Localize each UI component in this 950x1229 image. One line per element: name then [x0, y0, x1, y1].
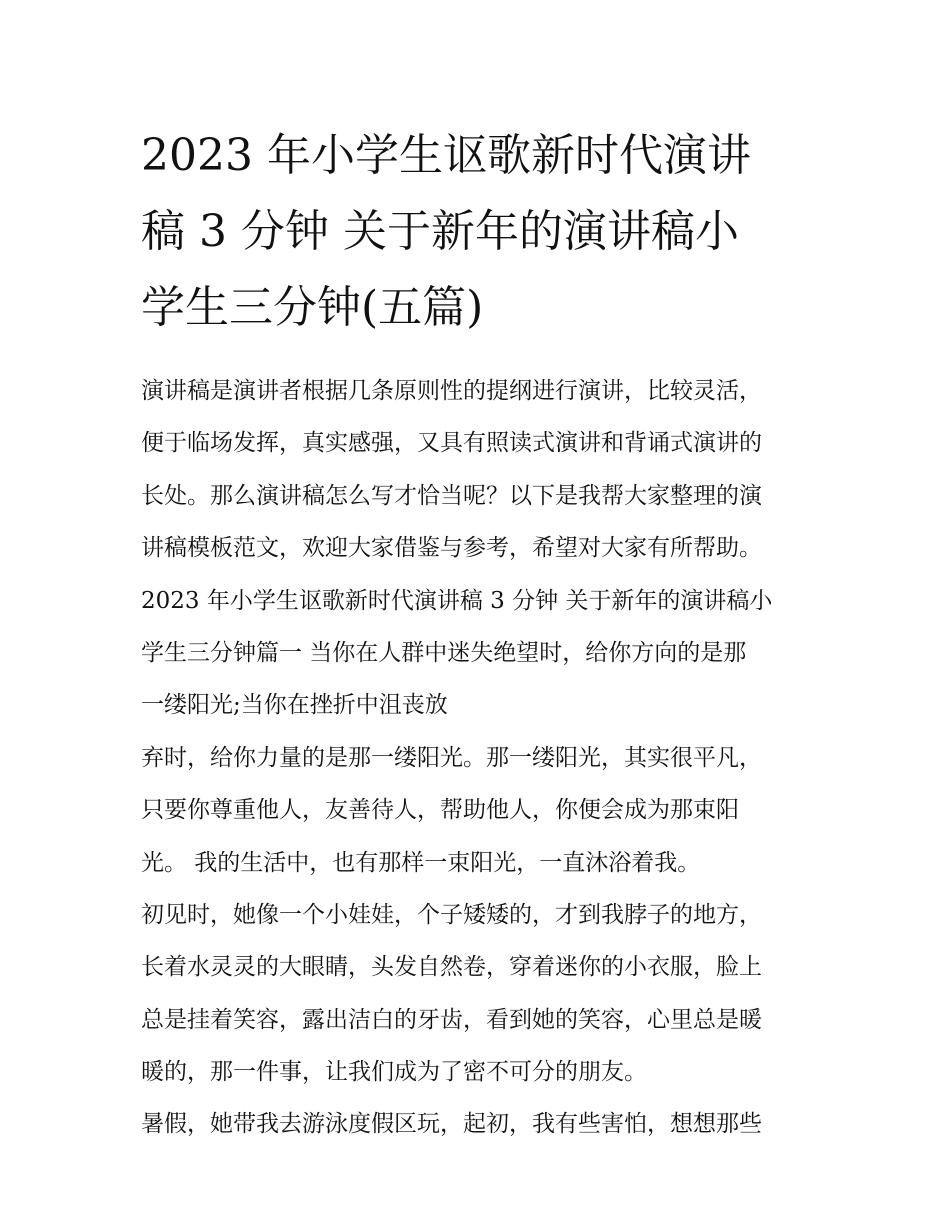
- body-line: 暑假，她带我去游泳度假区玩，起初，我有些害怕，想想那些: [141, 1111, 762, 1138]
- body-line: 只要你尊重他人，友善待人，帮助他人，你便会成为那束阳: [141, 797, 739, 824]
- body-line: 讲稿模板范文，欢迎大家借鉴与参考，希望对大家有所帮助。: [141, 535, 762, 562]
- title-line: 学生三分钟(五篇): [141, 282, 484, 333]
- title-line: 2023 年小学生讴歌新时代演讲: [141, 130, 751, 181]
- body-line: 弃时，给你力量的是那一缕阳光。那一缕阳光，其实很平凡，: [141, 744, 762, 771]
- body-line: 初见时，她像一个小娃娃，个子矮矮的，才到我脖子的地方，: [141, 901, 762, 928]
- body-line: 光。 我的生活中，也有那样一束阳光，一直沐浴着我。: [141, 849, 701, 876]
- body-line: 长着水灵灵的大眼睛，头发自然卷，穿着迷你的小衣服，脸上: [141, 954, 762, 981]
- document-page: [141, 118, 813, 1162]
- body-line: 学生三分钟篇一 当你在人群中迷失绝望时，给你方向的是那: [141, 639, 747, 666]
- document-body: [141, 376, 813, 1162]
- body-line: 便于临场发挥，真实感强，又具有照读式演讲和背诵式演讲的: [141, 430, 762, 457]
- title-line: 稿 3 分钟 关于新年的演讲稿小: [141, 206, 739, 257]
- body-line: 长处。那么演讲稿怎么写才恰当呢？以下是我帮大家整理的演: [141, 482, 762, 509]
- body-line: 暖的，那一件事，让我们成为了密不可分的朋友。: [141, 1059, 647, 1086]
- body-line: 演讲稿是演讲者根据几条原则性的提纲进行演讲，比较灵活，: [141, 378, 762, 404]
- body-line: 2023 年小学生讴歌新时代演讲稿 3 分钟 关于新年的演讲稿小: [141, 587, 773, 614]
- body-line: 一缕阳光;当你在挫折中沮丧放: [141, 692, 448, 719]
- document-title: [141, 118, 813, 346]
- body-line: 总是挂着笑容，露出洁白的牙齿，看到她的笑容，心里总是暖: [141, 1006, 762, 1033]
